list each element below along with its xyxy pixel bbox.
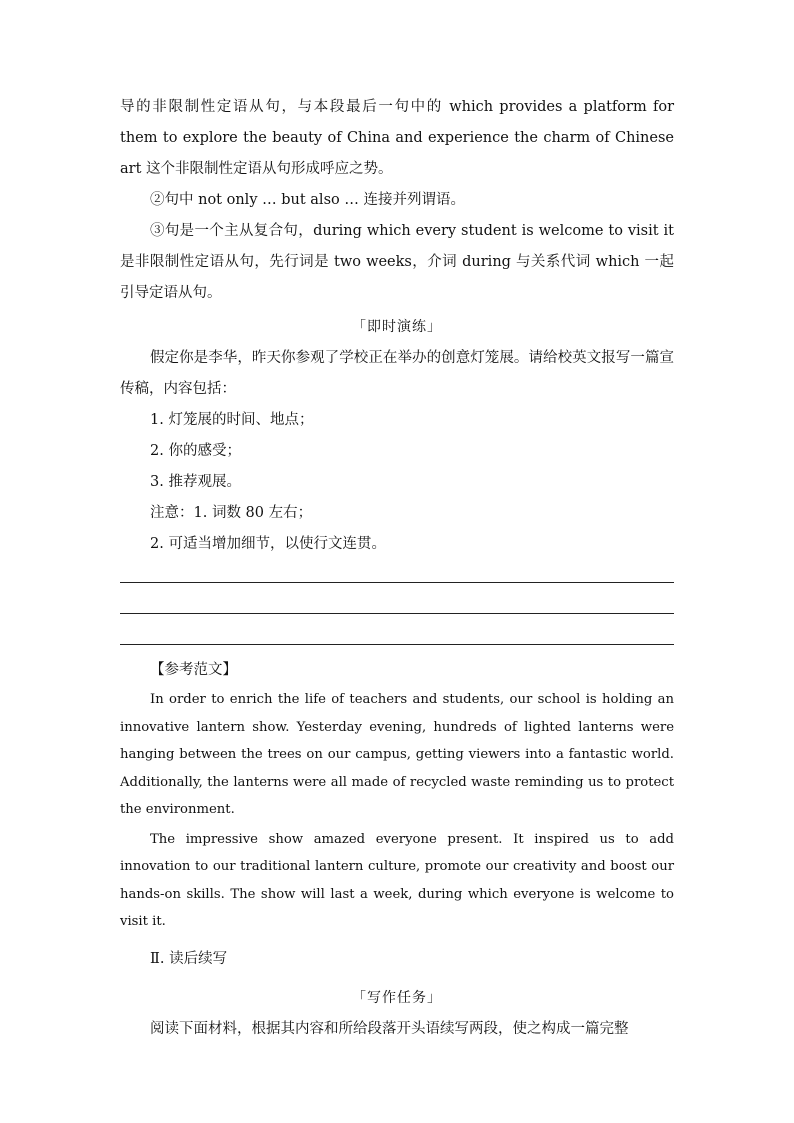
sample-paragraph-1: In order to enrich the life of teachers and students, our school is holding an innovative lantern show. Yesterday evening, hundreds of lighted lanterns were hanging between the trees on our campus, getting viewers into a fantastic world. Additionally, the lanterns were all made of recycled waste reminding us to protect the environment.: [120, 692, 674, 817]
answer-line: [120, 613, 674, 614]
writing-task-prompt: 阅读下面材料，根据其内容和所给段落开头语续写两段，使之构成一篇完整: [150, 1020, 629, 1037]
section-title: Ⅱ. 读后续写: [150, 950, 228, 967]
practice-item-1: 1. 灯笼展的时间、地点；: [150, 412, 314, 428]
sample-heading: 【参考范文】: [150, 662, 237, 678]
document-page: [120, 88, 674, 1045]
answer-line: [120, 582, 674, 583]
practice-note-2: 2. 可适当增加细节，以使行文连贯。: [150, 536, 386, 552]
analysis-paragraph-3: ③句是一个主从复合句，during which every student is welcome to visit it 是非限制性定语从句，先行词是 two weeks，介词 during 与关系代词 which 一起引导定语从句。: [120, 223, 674, 301]
analysis-paragraph-2: ②句中 not only … but also … 连接并列谓语。: [150, 192, 465, 208]
practice-item-3: 3. 推荐观展。: [150, 474, 241, 490]
practice-heading: 「即时演练」: [352, 319, 442, 335]
practice-prompt: 假定你是李华，昨天你参观了学校正在举办的创意灯笼展。请给校英文报写一篇宣传稿，内容包括：: [120, 350, 674, 397]
sample-paragraph-2: The impressive show amazed everyone present. It inspired us to add innovation to our traditional lantern culture, promote our creativity and boost our hands-on skills. The show will last a week, during which everyone is welcome to visit it.: [120, 831, 674, 929]
analysis-paragraph-1: 导的非限制性定语从句，与本段最后一句中的 which provides a platform for them to explore the beauty of China and experience the charm of Chinese art 这个非限制性定语从句形成呼应之势。: [120, 99, 674, 177]
answer-lines: [120, 582, 674, 645]
practice-note-1: 注意：1. 词数 80 左右；: [150, 505, 313, 521]
writing-task-heading: 「写作任务」: [352, 989, 442, 1006]
practice-item-2: 2. 你的感受；: [150, 443, 241, 459]
answer-line: [120, 644, 674, 645]
